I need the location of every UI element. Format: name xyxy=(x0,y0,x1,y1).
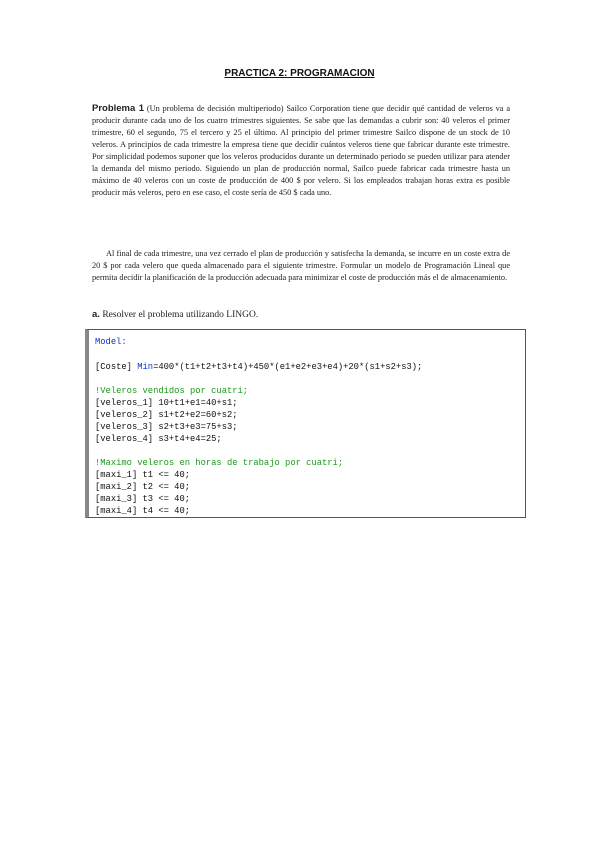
question-text: Resolver el problema utilizando LINGO. xyxy=(99,310,259,320)
cost-expression: =400*(t1+t2+t3+t4)+450*(e1+e2+e3+e4)+20*(s1+s2+s3); xyxy=(153,362,423,372)
cost-label: [Coste] xyxy=(95,362,138,372)
constraint-line: [maxi_4] t4 <= 40; xyxy=(95,506,191,516)
cost-line xyxy=(95,362,422,372)
model-keyword: Model: xyxy=(95,337,127,347)
constraint-line: [veleros_2] s1+t2+e2=60+s2; xyxy=(95,410,238,420)
comment-sales: !Veleros vendidos por cuatri; xyxy=(95,386,249,396)
constraint-line: [maxi_1] t1 <= 40; xyxy=(95,470,191,480)
constraint-line: [maxi_2] t2 <= 40; xyxy=(95,482,191,492)
page-title: PRACTICA 2: PROGRAMACION xyxy=(224,68,375,79)
problem-paragraph-1 xyxy=(92,103,510,199)
constraint-line: [veleros_1] 10+t1+e1=40+s1; xyxy=(95,398,238,408)
constraint-line: [maxi_3] t3 <= 40; xyxy=(95,494,191,504)
constraint-line: [veleros_4] s3+t4+e4=25; xyxy=(95,434,222,444)
problem-label: Problema 1 xyxy=(92,103,144,114)
lingo-code-editor xyxy=(85,329,526,518)
problem-text: (Un problema de decisión multiperiodo) Sailco Corporation tiene que decidir qué cantidad de veleros va a producir durante cada uno de los cuatro trimestres siguientes. Se sabe que las demandas a cubrir son: 40 veleros el primer trimestre, 60 el segundo, 75 el tercero y 25 el último. Al principio del primer trimestre Sailco dispone de un stock de 10 veleros. A principios de cada trimestre la empresa tiene que decidir cuántos veleros tiene que fabricar durante este trimestre. Por simplicidad podemos suponer que los veleros producidos durante un determinado periodo se pueden utilizar para atender la demanda del mismo periodo. Siguiendo un plan de producción normal, Sailco puede fabricar cada trimestre hasta un máximo de 40 veleros con un coste de producción de 400 $ por velero. Si los empleados trabajan horas extra es posible producir más veleros, pero en ese caso, el coste sería de 450 $ cada uno. xyxy=(92,104,511,197)
constraint-line: [veleros_3] s2+t3+e3=75+s3; xyxy=(95,422,238,432)
min-keyword: Min xyxy=(137,362,154,372)
question-label: a. xyxy=(92,309,100,320)
question-a xyxy=(92,309,258,320)
problem-paragraph-2: Al final de cada trimestre, una vez cerrado el plan de producción y satisfecha la demanda, se incurre en un coste extra de 20 $ por cada velero que queda almacenado para el siguiente trimestre. Formular un modelo de Programación Lineal que permita decidir la planificación de la producción adecuada para minimizar el coste de producción más el de almacenamiento. xyxy=(92,249,510,282)
comment-max: !Maximo veleros en horas de trabajo por cuatri; xyxy=(95,458,344,468)
